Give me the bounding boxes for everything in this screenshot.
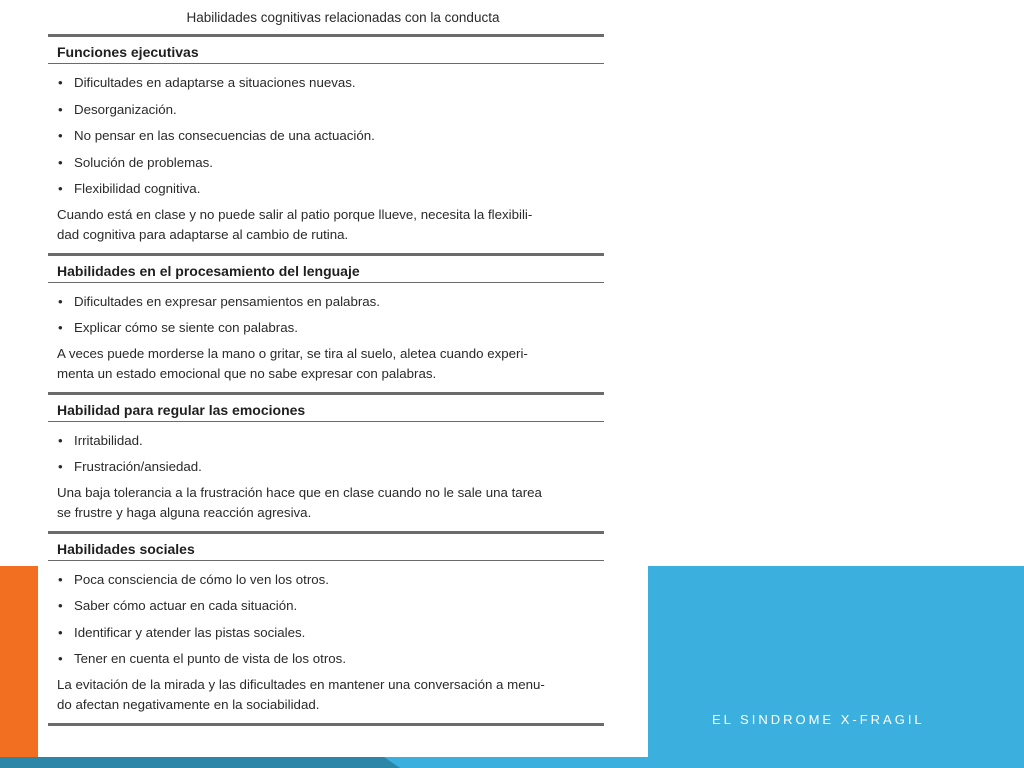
- table-bottom-rule: [48, 723, 604, 726]
- blue-accent-block: [648, 566, 1024, 768]
- section-heading: Habilidades sociales: [48, 531, 604, 561]
- list-item: • Frustración/ansiedad.: [57, 454, 604, 481]
- note-line: menta un estado emocional que no sabe expresar con palabras.: [57, 365, 437, 381]
- table: [48, 34, 604, 726]
- table-image: [38, 0, 648, 757]
- list-item: • Dificultades en expresar pensamientos en palabras.: [57, 289, 604, 316]
- list-item: • Solución de problemas.: [57, 150, 604, 177]
- section-body: [48, 561, 604, 723]
- list-item: • Explicar cómo se siente con palabras.: [57, 315, 604, 342]
- section-note: [57, 344, 602, 384]
- section-body: [48, 422, 604, 531]
- section-note: [57, 483, 602, 523]
- section-note: [57, 675, 602, 715]
- slide-caption: EL SINDROME X-FRAGIL: [712, 712, 925, 727]
- table-title: Habilidades cognitivas relacionadas con la conducta: [186, 10, 500, 25]
- section-note: [57, 205, 602, 245]
- list-item: • Tener en cuenta el punto de vista de los otros.: [57, 646, 604, 673]
- list-item: • No pensar en las consecuencias de una actuación.: [57, 123, 604, 150]
- section-body: [48, 64, 604, 253]
- note-line: do afectan negativamente en la sociabilidad.: [57, 696, 320, 712]
- note-line: Una baja tolerancia a la frustración hace que en clase cuando no le sale una tarea: [57, 484, 542, 500]
- note-line: Cuando está en clase y no puede salir al patio porque llueve, necesita la flexibili-: [57, 206, 533, 222]
- section-procesamiento-lenguaje: [48, 253, 604, 392]
- section-funciones-ejecutivas: [48, 34, 604, 253]
- note-line: La evitación de la mirada y las dificultades en mantener una conversación a menu-: [57, 676, 545, 692]
- list-item: • Desorganización.: [57, 97, 604, 124]
- section-heading: Habilidades en el procesamiento del lenguaje: [48, 253, 604, 283]
- note-line: dad cognitiva para adaptarse al cambio de rutina.: [57, 226, 349, 242]
- note-line: se frustre y haga alguna reacción agresiva.: [57, 504, 312, 520]
- list-item: • Saber cómo actuar en cada situación.: [57, 593, 604, 620]
- list-item: • Identificar y atender las pistas sociales.: [57, 620, 604, 647]
- note-line: A veces puede morderse la mano o gritar, se tira al suelo, aletea cuando experi-: [57, 345, 528, 361]
- section-habilidades-sociales: [48, 531, 604, 723]
- orange-accent-block: [0, 566, 40, 768]
- bottom-stripe-dark: [0, 757, 400, 768]
- section-heading: Habilidad para regular las emociones: [48, 392, 604, 422]
- section-body: [48, 283, 604, 392]
- section-heading: Funciones ejecutivas: [48, 34, 604, 64]
- list-item: • Flexibilidad cognitiva.: [57, 176, 604, 203]
- list-item: • Poca consciencia de cómo lo ven los otros.: [57, 567, 604, 594]
- list-item: • Irritabilidad.: [57, 428, 604, 455]
- list-item: • Dificultades en adaptarse a situaciones nuevas.: [57, 70, 604, 97]
- section-regular-emociones: [48, 392, 604, 531]
